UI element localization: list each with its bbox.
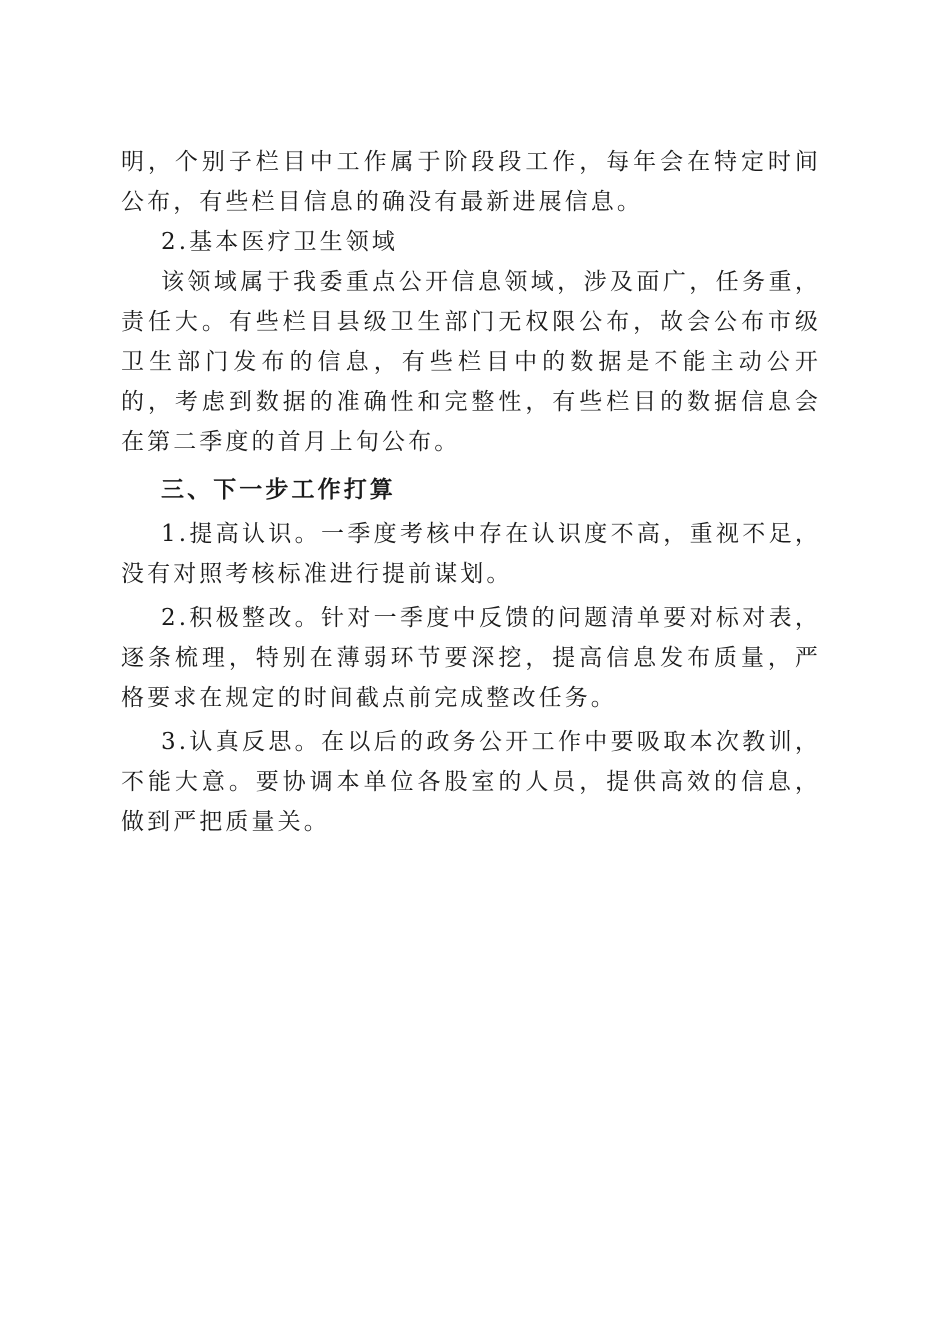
paragraph-item-2: 2.积极整改。针对一季度中反馈的问题清单要对标对表，逐条梳理，特别在薄弱环节要深挖，提高信息发布质量，严格要求在规定的时间截点前完成整改任务。 (121, 605, 821, 711)
document-body (121, 142, 821, 842)
section-heading-next-steps: 三、下一步工作打算 (161, 477, 396, 503)
subheading-basic-medical: 2.基本医疗卫生领域 (161, 229, 398, 255)
paragraph-item-3: 3.认真反思。在以后的政务公开工作中要吸取本次教训，不能大意。要协调本单位各股室的人员，提供高效的信息，做到严把质量关。 (121, 729, 821, 835)
paragraph-basic-medical: 该领域属于我委重点公开信息领域，涉及面广，任务重，责任大。有些栏目县级卫生部门无权限公布，故会公布市级卫生部门发布的信息，有些栏目中的数据是不能主动公开的，考虑到数据的准确性和完整性，有些栏目的数据信息会在第二季度的首月上旬公布。 (121, 269, 821, 455)
continued-paragraph: 明，个别子栏目中工作属于阶段段工作，每年会在特定时间公布，有些栏目信息的确没有最新进展信息。 (121, 149, 821, 215)
paragraph-item-1: 1.提高认识。一季度考核中存在认识度不高，重视不足，没有对照考核标准进行提前谋划。 (121, 521, 821, 587)
